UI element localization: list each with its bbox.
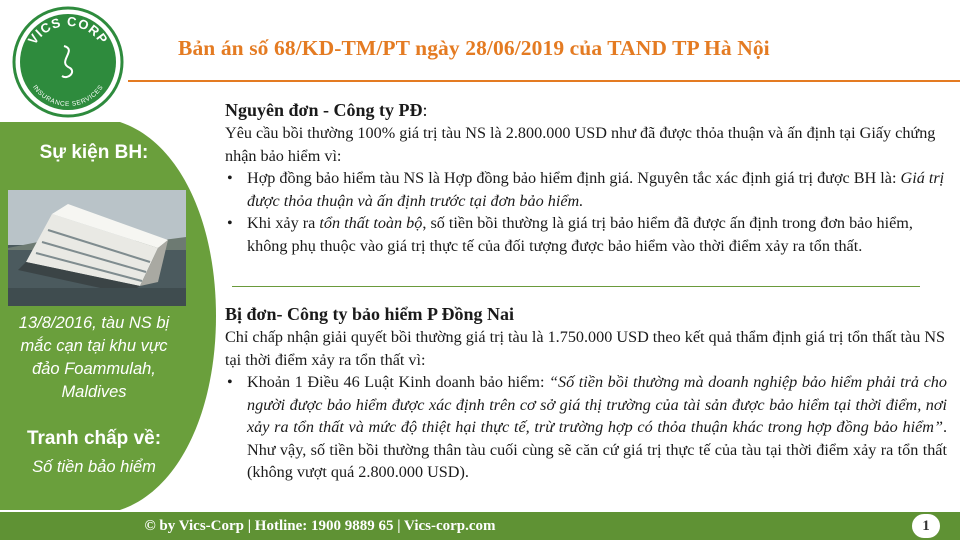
plaintiff-bullets xyxy=(225,167,947,257)
defendant-bullet-1-post: . Như vậy, số tiền bồi thường thân tàu cuối cùng sẽ căn cứ giá trị thực tế của tàu tại thời điểm xảy ra tổn thất (không vượt quá 2.800.000 USD). xyxy=(247,418,947,481)
section-divider xyxy=(232,286,920,287)
event-line-1: 13/8/2016, tàu NS bị xyxy=(18,314,170,332)
defendant-section xyxy=(225,302,947,484)
dispute-heading: Tranh chấp về: xyxy=(26,428,162,449)
dispute-value: Số tiền bảo hiểm xyxy=(32,458,156,476)
plaintiff-heading-text: Nguyên đơn - Công ty PĐ xyxy=(225,100,423,120)
ship-aground-photo xyxy=(8,190,186,306)
plaintiff-bullet-1-italic: Giá trị được thỏa thuận và ấn định trước tại đơn bảo hiểm. xyxy=(247,169,945,210)
svg-text:INSURANCE SERVICES: INSURANCE SERVICES xyxy=(31,83,105,109)
plaintiff-heading xyxy=(225,98,947,122)
plaintiff-bullet-2-post: , số tiền bồi thường là giá trị bảo hiểm đã được ấn định trong đơn bảo hiểm, không phụ thuộc vào giá trị thực tế của đối tượng được bảo hiểm vào thời điểm xảy ra tổn thất. xyxy=(247,214,913,255)
footer-text: © by Vics-Corp | Hotline: 1900 9889 65 | Vics-corp.com xyxy=(144,518,496,534)
defendant-intro: Chỉ chấp nhận giải quyết bồi thường giá trị tàu là 1.750.000 USD theo kết quả thẩm định giá trị tổn thất tàu NS tại thời điểm xảy ra tổn thất vì: xyxy=(225,328,946,369)
defendant-bullets xyxy=(225,371,947,484)
plaintiff-bullet-2-pre: Khi xảy ra xyxy=(247,214,320,232)
plaintiff-bullet-1-text: Hợp đồng bảo hiểm tàu NS là Hợp đồng bảo hiểm định giá. Nguyên tắc xác định giá trị được BH là: xyxy=(247,169,901,187)
event-heading: Sự kiện BH: xyxy=(39,142,149,163)
plaintiff-heading-colon: : xyxy=(422,100,428,120)
event-line-3: đảo Foammulah, xyxy=(32,360,156,378)
plaintiff-section xyxy=(225,98,947,257)
defendant-bullet-1-italic: “Số tiền bồi thường mà doanh nghiệp bảo hiểm phải trả cho người được bảo hiểm được xác định trên cơ sở giá thị trường của tài sản được bảo hiểm tại thời điểm, nơi xảy ra tổn thất và mức độ thiệt hại thực tế, trừ trường hợp có thỏa thuận khác trong hợp đồng bảo hiểm” xyxy=(247,373,947,436)
footer-bar xyxy=(0,512,960,540)
plaintiff-bullet-1 xyxy=(225,167,947,212)
defendant-bullet-1 xyxy=(225,371,947,484)
event-line-4: Maldives xyxy=(61,383,127,401)
page-number: 1 xyxy=(911,513,941,539)
vics-corp-logo xyxy=(12,6,124,118)
event-side-panel xyxy=(0,122,218,510)
title-underline xyxy=(128,80,960,82)
page-title: Bản án số 68/KD-TM/PT ngày 28/06/2019 của TAND TP Hà Nội xyxy=(178,36,770,60)
svg-text:VICS CORP: VICS CORP xyxy=(24,13,112,48)
defendant-heading: Bị đơn- Công ty bảo hiểm P Đồng Nai xyxy=(225,304,515,324)
defendant-bullet-1-pre: Khoản 1 Điều 46 Luật Kinh doanh bảo hiểm: xyxy=(247,373,550,391)
plaintiff-bullet-2-italic: tổn thất toàn bộ xyxy=(319,214,423,232)
plaintiff-bullet-2 xyxy=(225,212,947,257)
plaintiff-intro: Yêu cầu bồi thường 100% giá trị tàu NS là 2.800.000 USD như đã được thỏa thuận và ấn định tại Giấy chứng nhận bảo hiểm vì: xyxy=(225,124,936,165)
event-line-2: mắc cạn tại khu vực xyxy=(20,337,168,355)
